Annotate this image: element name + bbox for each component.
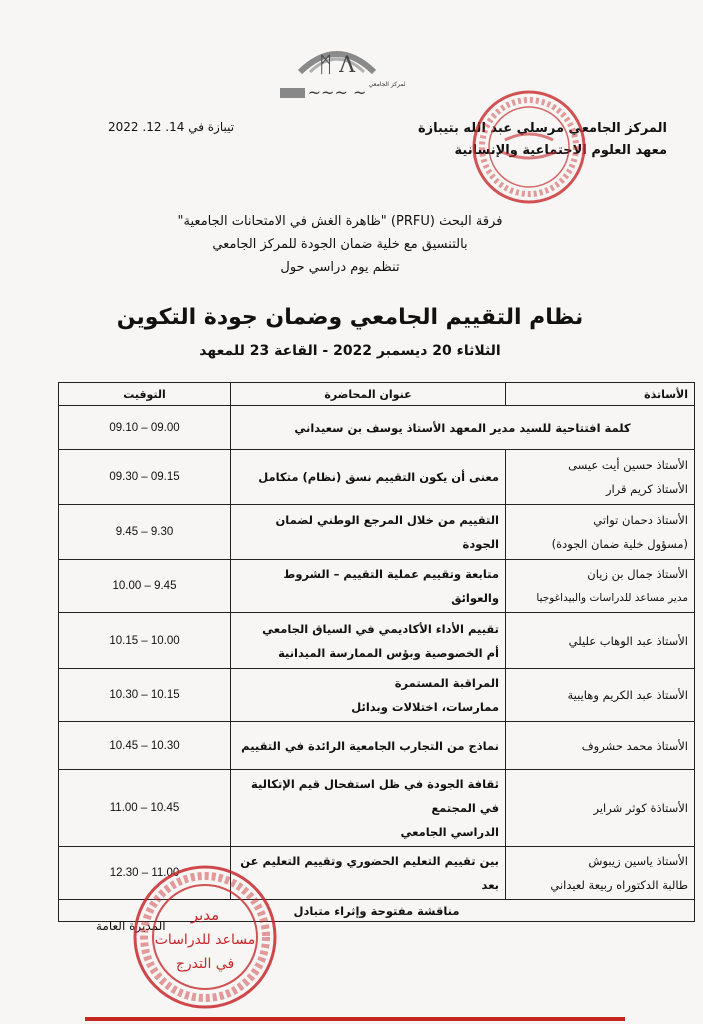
speaker-name: الأستاذة كوثر شراير bbox=[593, 801, 688, 815]
session-time: 9.45 – 9.30 bbox=[59, 505, 231, 560]
table-row bbox=[59, 669, 695, 722]
speaker-role: مدير مساعد للدراسات والبيداغوجيا bbox=[536, 592, 688, 604]
header-professors: الأساتذة bbox=[506, 383, 695, 406]
speaker-name: طالبة الدكتوراه ربيعة لعيداني bbox=[550, 878, 688, 892]
speaker-name: الأستاذ جمال بن زيان bbox=[587, 567, 688, 581]
speakers-cell bbox=[506, 560, 695, 613]
event-date-venue: الثلاثاء 20 ديسمبر 2022 - القاعة 23 للمعهد bbox=[199, 343, 501, 359]
footer-rule bbox=[85, 1017, 625, 1021]
opening-speech: كلمة افتتاحية للسيد مدير المعهد الأستاذ يوسف بن سعيداني bbox=[231, 406, 695, 450]
speakers-cell bbox=[506, 613, 695, 669]
lecture-title-cell bbox=[231, 613, 506, 669]
event-title: نظام التقييم الجامعي وضمان جودة التكوين bbox=[116, 305, 584, 330]
session-time: 11.00 – 10.45 bbox=[59, 770, 231, 847]
table-row bbox=[59, 722, 695, 770]
institution-name: المركز الجامعي مرسلي عبد الله بتيبازة bbox=[418, 121, 667, 136]
header-title: عنوان المحاضرة bbox=[231, 383, 506, 406]
lecture-title-cell bbox=[231, 505, 506, 560]
signature-title: المديرة العامة bbox=[96, 919, 166, 933]
speaker-name: الأستاذ عبد الوهاب عليلي bbox=[568, 633, 688, 648]
lecture-title-cont: ممارسات، اختلالات وبدائل bbox=[351, 700, 499, 714]
lecture-title: المراقبة المستمرة bbox=[394, 676, 499, 690]
speakers-cell bbox=[506, 847, 695, 900]
table-row bbox=[59, 450, 695, 505]
speaker-name: الأستاذ عبد الكريم وهايبية bbox=[567, 688, 688, 702]
intro-line: فرقة البحث (PRFU) "ظاهرة الغش في الامتحانات الجامعية" bbox=[177, 214, 503, 229]
session-time: 10.15 – 10.00 bbox=[59, 613, 231, 669]
svg-text:ᛗ Λ: ᛗ Λ bbox=[318, 53, 356, 78]
lecture-title-cell bbox=[231, 669, 506, 722]
speaker-name: الأستاذ حسين أيت عيسى bbox=[568, 458, 688, 472]
lecture-title: نماذج من التجارب الجامعية الرائدة في التقييم bbox=[241, 738, 499, 753]
institute-name: معهد العلوم الاجتماعية والإنسانية bbox=[454, 143, 667, 158]
speakers-cell bbox=[506, 770, 695, 847]
closing-discussion: مناقشة مفتوحة وإثراء متبادل bbox=[59, 900, 695, 922]
lecture-title: ثقافة الجودة في ظل استفحال قيم الإتكالية في المجتمع bbox=[250, 777, 499, 815]
table-row bbox=[59, 505, 695, 560]
svg-text:~~~ ~: ~~~ ~ bbox=[307, 83, 367, 102]
lecture-title: متابعة وتقييم عملية التقييم – الشروط والعوائق bbox=[283, 567, 499, 605]
table-row bbox=[59, 560, 695, 613]
speakers-cell bbox=[506, 669, 695, 722]
official-stamp-bottom bbox=[130, 862, 280, 1012]
lecture-title: تقييم الأداء الأكاديمي في السياق الجامعي bbox=[262, 621, 499, 636]
table-row-opening bbox=[59, 406, 695, 450]
lecture-title: التقييم من خلال المرجع الوطني لضمان الجودة bbox=[275, 513, 499, 551]
speakers-cell bbox=[506, 450, 695, 505]
header-time: التوقيت bbox=[59, 383, 231, 406]
intro-line: تنظم يوم دراسي حول bbox=[280, 260, 400, 275]
session-time: 10.00 – 9.45 bbox=[59, 560, 231, 613]
session-time: 12.30 – 11.00 bbox=[59, 847, 231, 900]
speaker-name: الأستاذ محمد حشروف bbox=[581, 738, 688, 753]
session-time: 10.30 – 10.15 bbox=[59, 669, 231, 722]
lecture-title-cell bbox=[231, 450, 506, 505]
stamp-text: مساعد للدراسات bbox=[154, 932, 256, 948]
speaker-name: الأستاذ كريم قرار bbox=[605, 482, 688, 496]
lecture-title: معنى أن يكون التقييم نسق (نظام) متكامل bbox=[258, 470, 499, 484]
speaker-role: (مسؤول خلية ضمان الجودة) bbox=[551, 537, 688, 551]
lecture-title-cont: الدراسي الجامعي bbox=[400, 825, 499, 839]
lecture-title: بين تقييم التعليم الحضوري وتقييم التعليم عن بعد bbox=[240, 854, 499, 892]
stamp-text: مدير bbox=[190, 906, 220, 924]
session-time: 10.45 – 10.30 bbox=[59, 722, 231, 770]
stamp-text: في التدرج bbox=[175, 956, 235, 972]
table-header-row bbox=[59, 383, 695, 406]
lecture-title-cont: أم الخصوصية وبؤس الممارسة الميدانية bbox=[278, 645, 499, 660]
speakers-cell bbox=[506, 722, 695, 770]
logo-caption: المركز الجامعي bbox=[368, 81, 405, 88]
session-time: 09.10 – 09.00 bbox=[59, 406, 231, 450]
speaker-name: الأستاذ دحمان تواتي bbox=[593, 513, 688, 527]
lecture-title-cell bbox=[231, 770, 506, 847]
lecture-title-cell bbox=[231, 722, 506, 770]
intro-line: بالتنسيق مع خلية ضمان الجودة للمركز الجامعي bbox=[212, 237, 468, 252]
speakers-cell bbox=[506, 505, 695, 560]
document-date: تيبازة في 14. 12. 2022 bbox=[108, 120, 235, 134]
speaker-name: الأستاذ ياسين زيبوش bbox=[588, 854, 688, 868]
session-time: 09.30 – 09.15 bbox=[59, 450, 231, 505]
lecture-title-cell bbox=[231, 560, 506, 613]
official-stamp-top bbox=[470, 88, 588, 206]
table-row bbox=[59, 770, 695, 847]
event-intro bbox=[130, 210, 550, 279]
table-row bbox=[59, 613, 695, 669]
university-logo bbox=[270, 38, 405, 110]
schedule-table bbox=[58, 382, 695, 922]
